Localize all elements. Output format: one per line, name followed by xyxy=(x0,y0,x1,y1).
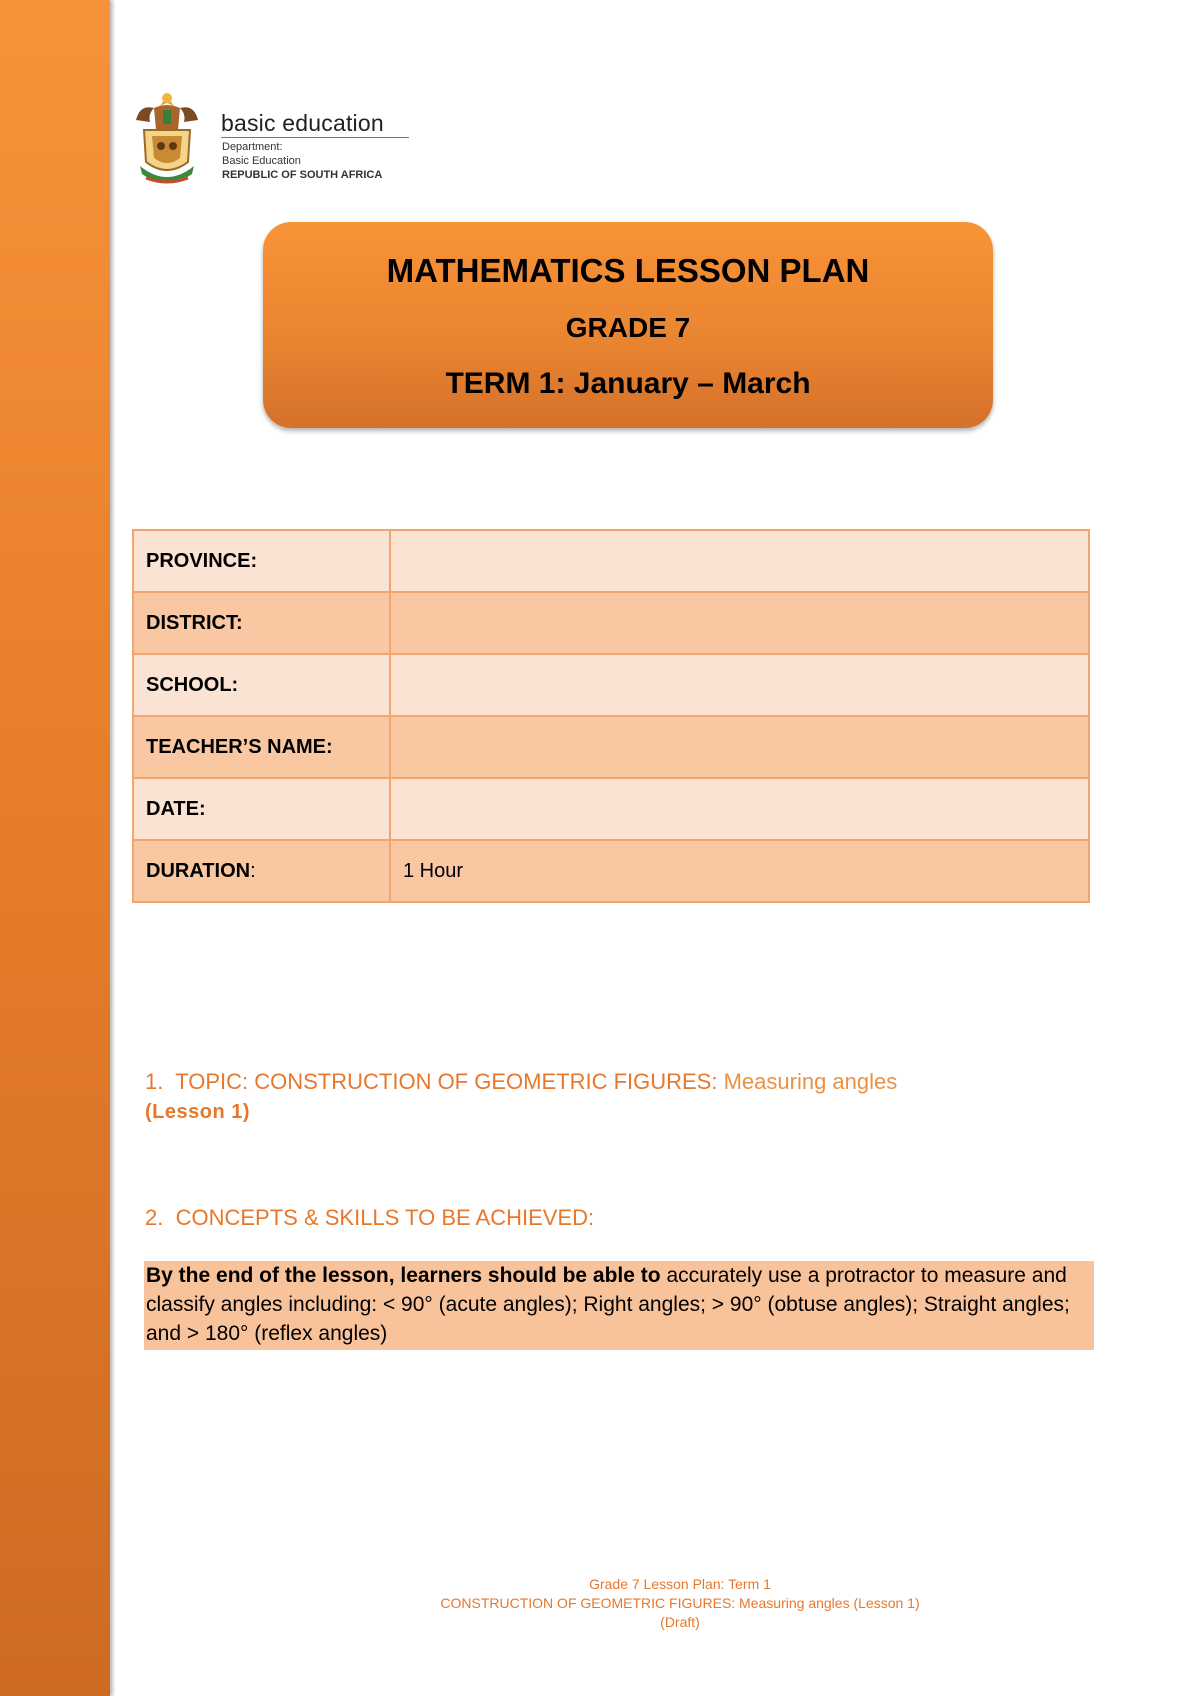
province-value[interactable] xyxy=(390,530,1089,592)
brand-name: basic education xyxy=(221,110,384,136)
page-footer xyxy=(380,1575,980,1632)
table-row xyxy=(133,654,1089,716)
grade-label: GRADE 7 xyxy=(565,312,691,343)
department-logo xyxy=(130,90,420,190)
date-value[interactable] xyxy=(390,778,1089,840)
school-value[interactable] xyxy=(390,654,1089,716)
duration-label-colon: : xyxy=(250,859,256,882)
table-row xyxy=(133,716,1089,778)
dept-line-2: Basic Education xyxy=(222,155,301,167)
teacher-name-label: TEACHER’S NAME: xyxy=(133,716,390,778)
footer-line-3: (Draft) xyxy=(660,1614,700,1630)
dept-line-1: Department: xyxy=(222,141,283,153)
duration-value[interactable]: 1 Hour xyxy=(390,840,1089,902)
province-label: PROVINCE: xyxy=(133,530,390,592)
coat-of-arms-icon xyxy=(130,90,204,190)
table-row xyxy=(133,840,1089,902)
duration-label-text: DURATION xyxy=(146,859,251,882)
table-row xyxy=(133,778,1089,840)
topic-title: TOPIC: CONSTRUCTION OF GEOMETRIC FIGURES: xyxy=(175,1069,718,1094)
title-banner xyxy=(263,222,993,428)
topic-heading xyxy=(145,1067,1045,1097)
logo-divider xyxy=(221,137,409,138)
duration-label xyxy=(133,840,390,902)
document-title: MATHEMATICS LESSON PLAN xyxy=(386,252,870,289)
topic-number: 1. xyxy=(145,1069,164,1094)
department-text xyxy=(222,140,382,182)
date-label: DATE: xyxy=(133,778,390,840)
footer-line-2: CONSTRUCTION OF GEOMETRIC FIGURES: Measuring angles (Lesson 1) xyxy=(440,1595,920,1611)
district-value[interactable] xyxy=(390,592,1089,654)
side-accent-bar xyxy=(0,0,110,1696)
district-label: DISTRICT: xyxy=(133,592,390,654)
objective-text: accurately use a protractor to measure and classify angles including: < 90° (acute angles); Right angles; > 90° (obtuse angles); Straight angles; and > 180° (reflex angles) xyxy=(146,1264,1070,1345)
school-label: SCHOOL: xyxy=(133,654,390,716)
dept-line-3: REPUBLIC OF SOUTH AFRICA xyxy=(222,169,383,181)
topic-section xyxy=(145,1067,1045,1127)
concepts-heading xyxy=(145,1205,594,1231)
concepts-title: CONCEPTS & SKILLS TO BE ACHIEVED: xyxy=(175,1205,595,1230)
table-row xyxy=(133,530,1089,592)
term-label: TERM 1: January – March xyxy=(445,367,811,400)
lesson-number: (Lesson 1) xyxy=(145,1101,251,1123)
table-row xyxy=(133,592,1089,654)
learning-objective xyxy=(144,1261,1094,1350)
lesson-info-table xyxy=(132,529,1090,903)
teacher-name-value[interactable] xyxy=(390,716,1089,778)
concepts-number: 2. xyxy=(145,1205,164,1230)
topic-subject: Measuring angles xyxy=(723,1069,898,1094)
footer-line-1: Grade 7 Lesson Plan: Term 1 xyxy=(589,1576,771,1592)
objective-lead: By the end of the lesson, learners should be able to xyxy=(146,1264,661,1287)
